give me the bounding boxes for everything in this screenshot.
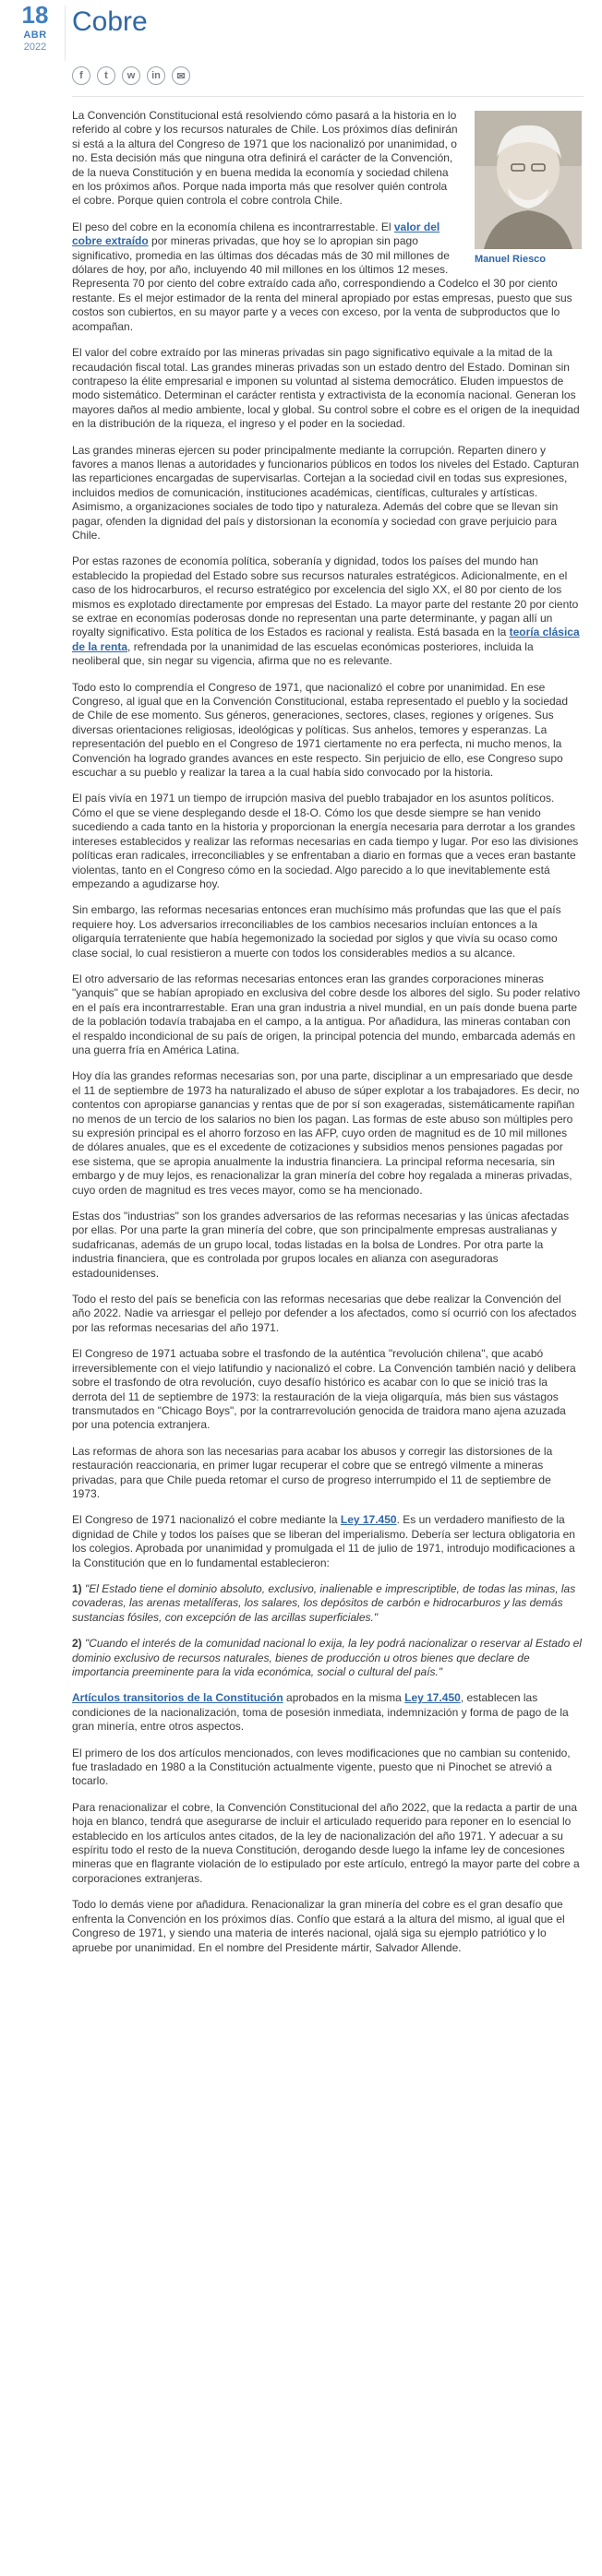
paragraph: El otro adversario de las reformas necesarias entonces eran las grandes corporaciones mineras "yanquis" que se habían apropiado en exclusiva del cobre desde los albores del siglo. Su poder relativo en el país era incontrarrestable. Eran una gran industria a nivel mundial, en un país donde buena parte de la población todavía trabajaba en el campo, a la antigua. Por añadidura, las mineras contaban con el respaldo incondicional de su país de origen, la principal potencia del mundo, embarcada además en una guerra fría en América Latina. [72,972,581,1056]
date-month: ABR [23,30,47,41]
email-icon[interactable]: ✉ [172,66,190,85]
author-figure [475,111,582,267]
paragraph: Por estas razones de economía política, soberanía y dignidad, todos los países del mundo han establecido la propiedad del Estado sobre sus recursos naturales estratégicos. Adicionalmente, en el caso de los hidrocarburos, el recurso estratégico por excelencia del siglo XX, el 80 por ciento de los mismos es explotado directamente por empresas del Estado. La mayor parte del restante 20 por ciento se extrae en economías poderosas donde no representan una parte determinante, y pagan allí un royalty significativo. Esta política de los Estados es racional y realista. Está basada en la teoría clásica de la renta, refrendada por la unanimidad de las escuelas económicas posteriores, incluida la neoliberal que, sin negar su vigencia, afirma que no es relevante. [72,555,580,668]
date-divider [65,6,66,61]
article-title: Cobre [72,6,148,37]
copper-value-link[interactable]: valor del cobre extraído [72,220,440,248]
date-year: 2022 [23,42,47,53]
paragraph: Las grandes mineras ejercen su poder principalmente mediante la corrupción. Reparten dinero y favores a manos llenas a autoridades y funcionarios públicos en todos los niveles del Estado. Capturan las reparticiones encargadas de supervisarlas. Cortejan a la sociedad civil en todas sus expresiones, incluidos medios de comunicación, instituciones académicas, científicas, culturales y artísticas. Asimismo, a organizaciones sociales de todo tipo y naturaleza. Además del cobre que se llevan sin pagar, ofenden la dignidad del país y distorsionan la economía y sociedad con grave perjuicio para Chile. [72,443,579,542]
paragraph: El primero de los dos artículos mencionados, con leves modificaciones que no cambian su contenido, fue trasladado en 1980 a la Constitución actualmente vigente, puesto que ni Pinochet se atrevió a tocarlo. [72,1746,571,1788]
rent-theory-link[interactable]: teoría clásica de la renta [72,626,580,653]
paragraph: Hoy día las grandes reformas necesarias son, por una parte, disciplinar a un empresariado que desde el 11 de septiembre de 1973 ha naturalizado el abuso de súper explotar a los trabajadores. Es decir, no contentos con apropiarse ganancias y rentas que de por sí son exageradas, sistemáticamente rapiñan no menos de un tercio de los salarios no bien los pagan. Las formas de este abuso son múltiples pero su expresión principal es el ahorro forzoso en las AFP, cuyo orden de magnitud es de 10 mil millones de dólares anuales, que es el excedente de cotizaciones y subsidios menos pensiones pagadas por ese sistema, que se apropia anualmente la industria financiera. La principal reforma necesaria, sin embargo y de muy lejos, es renacionalizar la gran minería del cobre hoy regalada a mineras privadas, cuyo orden de magnitud es tres veces mayor, como se ha mencionado. [72,1069,580,1197]
author-name: Manuel Riesco [475,254,547,265]
paragraph: El Congreso de 1971 actuaba sobre el trasfondo de la auténtica "revolución chilena", que acabó irreversiblemente con el viejo latifundio y nacionalizó el cobre. La Convención también nació y delibera sobre el trasfondo de otra revolución, cuyo desafío histórico es acabar con lo que se inició tras la derrota del 11 de septiembre de 1973: la restauración de la vieja oligarquía, más bien sus vástagos transmutados en "Chicago Boys", por la contrarrevolución genocida de traidora mano ajena azuzada por una potencia extranjera. [72,1347,576,1432]
paragraph: Todo lo demás viene por añadidura. Renacionalizar la gran minería del cobre es el gran desafío que enfrenta la Convención en los próximos días. Confío que estará a la altura del mismo, al igual que el Congreso de 1971, y siendo una materia de interés nacional, ojalá siga su ejemplo patriótico y lo apruebe por unanimidad. En el nombre del Presidente mártir, Salvador Allende. [72,1898,565,1954]
paragraph: El valor del cobre extraído por las mineras privadas sin pago significativo equivale a la mitad de la recaudación fiscal total. Las grandes mineras privadas son un estado dentro del Estado. Dominan sin contrapeso la élite empresarial e imponen su voluntad al sistema democrático. Eluden impuestos de modo sistemático. Determinan el carácter rentista y extractivista de la economía nacional. Generan los mayores daños al medio ambiente, local y global. Su control sobre el cobre es el origen de la inequidad en la distribución de la riqueza, el ingreso y el poder en la sociedad. [72,346,580,431]
quote-2: 2) "Cuando el interés de la comunidad nacional lo exija, la ley podrá nacionalizar o reservar al Estado el dominio exclusivo de recursos naturales, bienes de producción u otros bienes que declare de importancia preeminente para la vida económica, social o cultural del país." [72,1637,582,1678]
article-body [72,109,582,1967]
facebook-icon[interactable]: f [72,66,90,85]
paragraph: El peso del cobre en la economía chilena es incontrarrestable. El valor del cobre extraído por mineras privadas, que hoy se lo apropian sin pago significativo, promedia en las últimas dos décadas más de 30 mil millones de dólares de hoy, por año, incluyendo 40 mil millones en los últimos 12 meses. Representa 70 por ciento del cobre extraído cada año, correspondiendo a Codelco el 30 por ciento restante. Es el mejor estimador de la renta del mineral apropiado por estas empresas, puesto que sus costos son cubiertos, en su mayor parte y a veces con exceso, por la venta de subproductos que lo acompañan. [72,220,572,333]
law-17450-link-2[interactable]: Ley 17.450 [404,1691,461,1705]
paragraph: El Congreso de 1971 nacionalizó el cobre mediante la Ley 17.450. Es un verdadero manifiesto de la dignidad de Chile y todos los países que se liberan del imperialismo. Debería ser lectura obligatoria en los colegios. Aprobada por unanimidad y promulgada el 11 de julio de 1971, introdujo modificaciones a la Constitución que en lo fundamental establecieron: [72,1513,575,1569]
transitory-articles-link[interactable]: Artículos transitorios de la Constitución [72,1691,283,1705]
paragraph: Todo el resto del país se beneficia con las reformas necesarias que debe realizar la Convención del año 2022. Nadie va arriesgar el pellejo por defender a los afectados, como sí ocurrió con los afectados por las reformas necesarias del año 1971. [72,1293,577,1334]
publish-date [7,0,63,54]
share-bar [72,66,190,85]
law-17450-link[interactable]: Ley 17.450 [340,1513,397,1527]
whatsapp-icon[interactable]: w [122,66,140,85]
paragraph: Artículos transitorios de la Constitución aprobados en la misma Ley 17.450, establecen las condiciones de la nacionalización, toma de posesión inmediata, indemnización y forma de pago de la gran minería, entre otros aspectos. [72,1691,569,1734]
paragraph: Las reformas de ahora son las necesarias para acabar los abusos y corregir las distorsiones de la restauración reaccionaria, en primer lugar recuperar el cobre que se entregó vilmente a mineras privadas, para que Chile pueda retomar el curso de progreso interrumpido el 11 de septiembre de 1973. [72,1444,553,1500]
paragraph: El país vivía en 1971 un tiempo de irrupción masiva del pueblo trabajador en los asuntos políticos. Cómo el que se viene desplegando desde el 18-O. Cómo los que desde siempre se han venido sucediendo a cada tanto en la historia y proporcionan la energía necesaria para derrotar a los grandes intereses establecidos y realizar las reformas necesarias en cada tiempo y lugar. Por eso las divisiones políticas eran radicales, irreconciliables y se enfrentaban a diario en formas que a veces eran bastante violentas, tanto en el Congreso cómo en la sociedad. Algo parecido a lo que inevitablemente está empezando a agudizarse hoy. [72,792,579,890]
paragraph: Para renacionalizar el cobre, la Convención Constitucional del año 2022, que la redacta a partir de una hoja en blanco, tendrá que asegurarse de incluir el articulado requerido para reponer en lo esencial lo establecido en los artículos antes citados, de la ley de nacionalización del año 1971. Y adecuar a su espíritu todo el resto de la nueva Constitución, derogando desde luego la infame ley de concesiones mineras que en flagrante violación de lo estipulado por este artículo, entregó la mayor parte del cobre a corporaciones extranjeras. [72,1800,580,1885]
date-day: 18 [21,1,49,29]
quote-1: 1) "El Estado tiene el dominio absoluto, exclusivo, inalienable e imprescriptible, de todas las minas, las covaderas, las arenas metalíferas, los salares, los depósitos de carbón e hidrocarburos y las demás sustancias fósiles, con excepción de las arcillas superficiales." [72,1581,576,1624]
header-divider [72,96,584,97]
author-photo [475,111,582,249]
paragraph: Sin embargo, las reformas necesarias entonces eran muchísimo más profundas que las que el país requiere hoy. Los adversarios irreconciliables de los cambios necesarios incluían entonces a la oligarquía terrateniente que había hegemonizado la sociedad por siglos y que vivía su ocaso como clase social, lo cual resistieron a muerte con todos los considerables medios a su alcance. [72,903,561,960]
linkedin-icon[interactable]: in [147,66,165,85]
paragraph: Estas dos "industrias" son los grandes adversarios de las reformas necesarias y las únicas afectadas por ellas. Por una parte la gran minería del cobre, que son principalmente empresas australianas y sudafricanas, además de un grupo local, todas listadas en la bolsa de Londres. Por otra parte la industria financiera, que es controlada por grupos locales en alianza con aseguradoras estadounidenses. [72,1210,570,1280]
paragraph: Todo esto lo comprendía el Congreso de 1971, que nacionalizó el cobre por unanimidad. En ese Congreso, al igual que en la Convención Constitucional, estaba representado el pueblo y la sociedad de Chile de ese momento. Sus géneros, generaciones, sectores, clases, regiones y orígenes. Sus diversas orientaciones religiosas, ideológicas y políticas. Sus anhelos, temores y esperanzas. La representación del pueblo en el Congreso de 1971 ciertamente no era perfecta, ni mucho menos, la Convención ha logrado grandes avances en este respecto. Sin perjuicio de ello, ese Congreso supo escuchar a su pueblo y realizar la tarea a la cual había sido convocado por la historia. [72,680,569,780]
paragraph: La Convención Constitucional está resolviendo cómo pasará a la historia en lo referido al cobre y los recursos naturales de Chile. Los próximos días definirán si está a la altura del Congreso de 1971 que los nacionalizó por unanimidad, o no. Esta decisión más que ninguna otra definirá el carácter de la Convención, de la nueva Constitución y en buena medida la economía y sociedad chilena en los próximos años. Porque nada importa más que resolver quién controla el cobre. Porque quien controla el cobre controla Chile. [72,109,458,208]
twitter-icon[interactable]: t [97,66,115,85]
